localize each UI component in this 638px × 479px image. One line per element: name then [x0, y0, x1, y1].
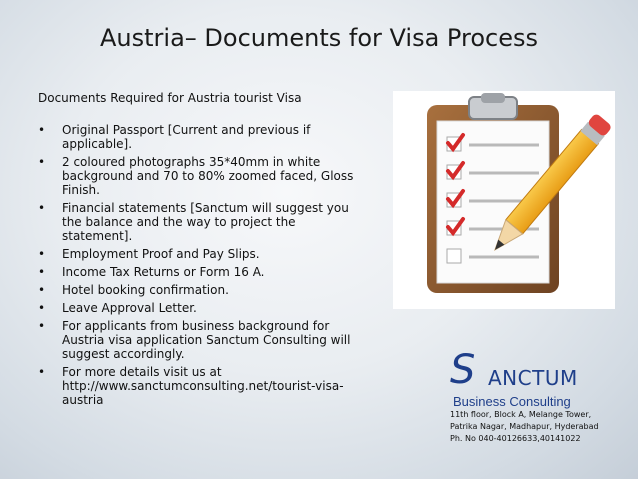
bullet-marker: • — [38, 319, 46, 333]
list-item-text: Hotel booking confirmation. — [62, 283, 229, 297]
clipboard-checklist-pencil-icon — [393, 91, 615, 309]
list-item — [38, 247, 358, 261]
logo-word: ANCTUM — [488, 366, 578, 390]
bullet-marker: • — [38, 301, 46, 315]
bullet-marker: • — [38, 283, 46, 297]
slide-title: Austria– Documents for Visa Process — [100, 24, 538, 52]
list-item-text: Leave Approval Letter. — [62, 301, 197, 315]
list-item-text: For more details visit us at http://www.sanctumconsulting.net/tourist-visa-austria — [62, 365, 344, 407]
list-item-text: Original Passport [Current and previous if applicable]. — [62, 123, 311, 151]
list-item-text: Financial statements [Sanctum will suggest you the balance and the way to project the statement]. — [62, 201, 349, 243]
list-item — [38, 201, 358, 243]
list-item — [38, 319, 358, 361]
list-item-text: 2 coloured photographs 35*40mm in white background and 70 to 80% zoomed faced, Gloss Finish. — [62, 155, 354, 197]
logo-tagline: Business Consulting — [453, 394, 571, 409]
logo-letter: S — [450, 347, 476, 393]
address-line: Patrika Nagar, Madhapur, Hyderabad — [450, 422, 599, 431]
company-address — [450, 409, 635, 445]
bullet-marker: • — [38, 247, 46, 261]
list-item-text: For applicants from business background for Austria visa application Sanctum Consulting will suggest accordingly. — [62, 319, 351, 361]
slide-subtitle: Documents Required for Austria tourist Visa — [38, 91, 302, 105]
address-line: 11th floor, Block A, Melange Tower, — [450, 410, 592, 419]
bullet-marker: • — [38, 155, 46, 169]
list-item-text: Income Tax Returns or Form 16 A. — [62, 265, 265, 279]
illustration-panel — [393, 91, 615, 309]
bullet-marker: • — [38, 123, 46, 137]
checkbox — [447, 249, 461, 263]
list-item — [38, 283, 358, 297]
list-item-text: Employment Proof and Pay Slips. — [62, 247, 260, 261]
phone-line: Ph. No 040-40126633,40141022 — [450, 434, 581, 443]
bullet-marker: • — [38, 201, 46, 215]
bullet-marker: • — [38, 265, 46, 279]
list-item — [38, 265, 358, 279]
document-list — [38, 123, 358, 411]
list-item — [38, 365, 358, 407]
list-item — [38, 155, 358, 197]
bullet-marker: • — [38, 365, 46, 379]
list-item — [38, 123, 358, 151]
clipboard-clip-top — [481, 93, 505, 103]
list-item — [38, 301, 358, 315]
